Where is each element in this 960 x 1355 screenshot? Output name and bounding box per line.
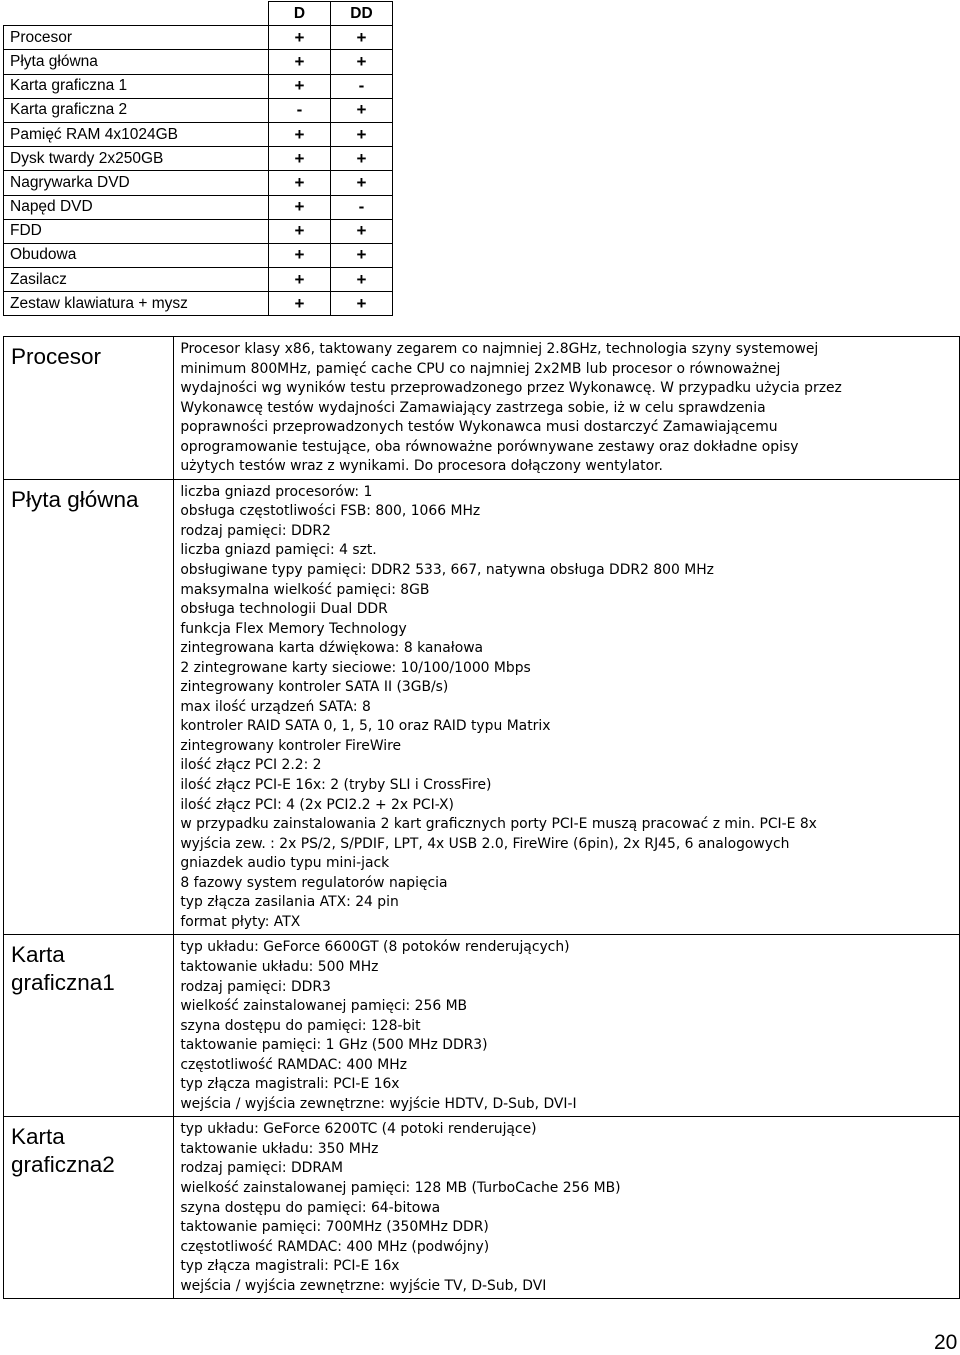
- dd-value-cell: -: [331, 195, 393, 219]
- d-value-cell: +: [269, 219, 331, 243]
- spec-line: zintegrowany kontroler SATA II (3GB/s): [180, 679, 449, 696]
- spec-label-line: Procesor: [11, 344, 102, 369]
- spec-line: taktowanie pamięci: 1 GHz (500 MHz DDR3): [180, 1037, 488, 1054]
- spec-label-line: Karta: [11, 1124, 65, 1150]
- spec-line: częstotliwość RAMDAC: 400 MHz (podwójny): [180, 1238, 490, 1255]
- dd-value-cell: -: [331, 74, 393, 98]
- component-name-cell: Dysk twardy 2x250GB: [4, 147, 269, 171]
- table-row: [4, 122, 393, 146]
- dd-value-cell: +: [331, 268, 393, 292]
- dd-value-cell: +: [331, 50, 393, 74]
- spec-line: liczba gniazd procesorów: 1: [180, 483, 373, 500]
- dd-value-cell: +: [331, 219, 393, 243]
- dd-value-cell: +: [331, 26, 393, 50]
- d-value-cell: +: [269, 292, 331, 316]
- component-name-cell: Napęd DVD: [4, 195, 269, 219]
- spec-line: częstotliwość RAMDAC: 400 MHz: [180, 1056, 408, 1073]
- d-value-cell: +: [269, 171, 331, 195]
- component-name-cell: Karta graficzna 1: [4, 74, 269, 98]
- dd-value-cell: +: [331, 171, 393, 195]
- spec-line: szyna dostępu do pamięci: 64-bitowa: [180, 1199, 441, 1216]
- header-blank-cell: [4, 2, 269, 26]
- spec-line: taktowanie układu: 350 MHz: [180, 1140, 379, 1157]
- spec-line: minimum 800MHz, pamięć cache CPU co najmniej 2x2MB lub procesor o równoważnej: [180, 360, 781, 377]
- spec-line: ilość złącz PCI: 4 (2x PCI2.2 + 2x PCI-X): [180, 796, 454, 813]
- spec-line: oprogramowanie testujące, oba równoważne porównywane zestawy oraz dokładne opisy: [180, 438, 799, 455]
- spec-line: szyna dostępu do pamięci: 128-bit: [180, 1017, 421, 1034]
- component-name-cell: Zasilacz: [4, 268, 269, 292]
- spec-line: 8 fazowy system regulatorów napięcia: [180, 874, 448, 891]
- table-row: [4, 50, 393, 74]
- spec-label-line: graficzna1: [11, 970, 115, 996]
- table-row: [4, 195, 393, 219]
- spec-line: typ złącza zasilania ATX: 24 pin: [180, 894, 399, 911]
- spec-line: typ układu: GeForce 6600GT (8 potoków renderujących): [180, 939, 570, 956]
- spec-description: [174, 479, 960, 935]
- spec-row: [4, 1117, 960, 1299]
- spec-line: wielkość zainstalowanej pamięci: 128 MB (TurboCache 256 MB): [180, 1179, 621, 1196]
- spec-line: ilość złącz PCI-E 16x: 2 (tryby SLI i CrossFire): [180, 777, 492, 794]
- component-name-cell: Nagrywarka DVD: [4, 171, 269, 195]
- spec-line: wydajności wg wyników testu przeprowadzonego przez Wykonawcę. W przypadku użycia przez: [180, 380, 842, 397]
- d-value-cell: +: [269, 26, 331, 50]
- spec-line: Wykonawcę testów wydajności Zamawiający zastrzega sobie, iż w celu sprawdzenia: [180, 399, 766, 416]
- spec-label-line: Płyta główna: [11, 486, 139, 512]
- d-value-cell: +: [269, 195, 331, 219]
- spec-description: [174, 337, 960, 480]
- spec-line: rodzaj pamięci: DDRAM: [180, 1160, 343, 1177]
- spec-line: obsługiwane typy pamięci: DDR2 533, 667, natywna obsługa DDR2 800 MHz: [180, 562, 714, 579]
- spec-line: typ złącza magistrali: PCI-E 16x: [180, 1258, 400, 1275]
- spec-line: 2 zintegrowane karty sieciowe: 10/100/1000 Mbps: [180, 659, 531, 676]
- comparison-header-row: [4, 2, 393, 26]
- spec-line: wejścia / wyjścia zewnętrzne: wyjście TV, D-Sub, DVI: [180, 1277, 547, 1294]
- spec-line: Procesor klasy x86, taktowany zegarem co najmniej 2.8GHz, technologia szyny systemowej: [180, 341, 819, 357]
- dd-value-cell: +: [331, 243, 393, 267]
- spec-description: [174, 1117, 960, 1299]
- component-name-cell: Obudowa: [4, 243, 269, 267]
- spec-line: rodzaj pamięci: DDR2: [180, 522, 331, 539]
- table-row: [4, 292, 393, 316]
- spec-label-line: graficzna2: [11, 1152, 115, 1178]
- spec-label: [4, 935, 174, 1117]
- component-name-cell: Pamięć RAM 4x1024GB: [4, 122, 269, 146]
- spec-line: użytych testów wraz z wynikami. Do procesora dołączony wentylator.: [180, 458, 663, 475]
- spec-label: [4, 1117, 174, 1299]
- component-name-cell: Zestaw klawiatura + mysz: [4, 292, 269, 316]
- spec-line: obsługa częstotliwości FSB: 800, 1066 MHz: [180, 503, 481, 520]
- spec-line: taktowanie pamięci: 700MHz (350MHz DDR): [180, 1219, 489, 1236]
- comparison-body: [4, 26, 393, 316]
- spec-line: zintegrowany kontroler FireWire: [180, 737, 402, 754]
- spec-line: max ilość urządzeń SATA: 8: [180, 698, 371, 715]
- spec-table: [3, 336, 960, 1299]
- table-row: [4, 26, 393, 50]
- spec-line: typ układu: GeForce 6200TC (4 potoki renderujące): [180, 1121, 537, 1138]
- component-name-cell: Płyta główna: [4, 50, 269, 74]
- table-row: [4, 147, 393, 171]
- spec-line: kontroler RAID SATA 0, 1, 5, 10 oraz RAID typu Matrix: [180, 718, 551, 735]
- spec-row: [4, 935, 960, 1117]
- spec-line: ilość złącz PCI 2.2: 2: [180, 757, 322, 774]
- component-name-cell: Karta graficzna 2: [4, 98, 269, 122]
- dd-value-cell: +: [331, 147, 393, 171]
- d-value-cell: +: [269, 268, 331, 292]
- spec-label: [4, 337, 174, 480]
- spec-line: w przypadku zainstalowania 2 kart graficznych porty PCI-E muszą pracować z min. PCI-E 8x: [180, 816, 817, 833]
- d-value-cell: +: [269, 50, 331, 74]
- spec-line: zintegrowana karta dźwiękowa: 8 kanałowa: [180, 640, 484, 657]
- spec-line: wielkość zainstalowanej pamięci: 256 MB: [180, 998, 468, 1015]
- spec-line: obsługa technologii Dual DDR: [180, 601, 388, 618]
- d-value-cell: +: [269, 243, 331, 267]
- page-number: 20: [934, 1331, 958, 1354]
- dd-value-cell: +: [331, 292, 393, 316]
- spec-description: [174, 935, 960, 1117]
- spec-row: [4, 337, 960, 480]
- component-name-cell: FDD: [4, 219, 269, 243]
- header-d: D: [269, 2, 331, 26]
- table-row: [4, 268, 393, 292]
- header-dd: DD: [331, 2, 393, 26]
- component-name-cell: Procesor: [4, 26, 269, 50]
- spec-label-line: Karta: [11, 942, 65, 968]
- spec-line: wejścia / wyjścia zewnętrzne: wyjście HDTV, D-Sub, DVI-I: [180, 1095, 577, 1112]
- dd-value-cell: +: [331, 98, 393, 122]
- table-row: [4, 243, 393, 267]
- spec-line: gniazdek audio typu mini-jack: [180, 855, 390, 872]
- spec-line: taktowanie układu: 500 MHz: [180, 958, 379, 975]
- spec-line: wyjścia zew. : 2x PS/2, S/PDIF, LPT, 4x USB 2.0, FireWire (6pin), 2x RJ45, 6 analogowych: [180, 835, 790, 852]
- spec-line: funkcja Flex Memory Technology: [180, 620, 407, 637]
- table-row: [4, 74, 393, 98]
- table-row: [4, 171, 393, 195]
- spec-line: typ złącza magistrali: PCI-E 16x: [180, 1076, 400, 1093]
- d-value-cell: +: [269, 147, 331, 171]
- spec-body: [4, 337, 960, 1299]
- comparison-table: [3, 1, 393, 316]
- spec-line: liczba gniazd pamięci: 4 szt.: [180, 542, 377, 559]
- spec-line: maksymalna wielkość pamięci: 8GB: [180, 581, 430, 598]
- spec-line: format płyty: ATX: [180, 913, 301, 930]
- d-value-cell: +: [269, 74, 331, 98]
- dd-value-cell: +: [331, 122, 393, 146]
- d-value-cell: +: [269, 122, 331, 146]
- spec-line: poprawności przeprowadzonych testów Wykonawca musi dostarczyć Zamawiającemu: [180, 419, 778, 436]
- spec-row: [4, 479, 960, 935]
- table-row: [4, 219, 393, 243]
- spec-label: [4, 479, 174, 935]
- spec-line: rodzaj pamięci: DDR3: [180, 978, 331, 995]
- table-row: [4, 98, 393, 122]
- d-value-cell: -: [269, 98, 331, 122]
